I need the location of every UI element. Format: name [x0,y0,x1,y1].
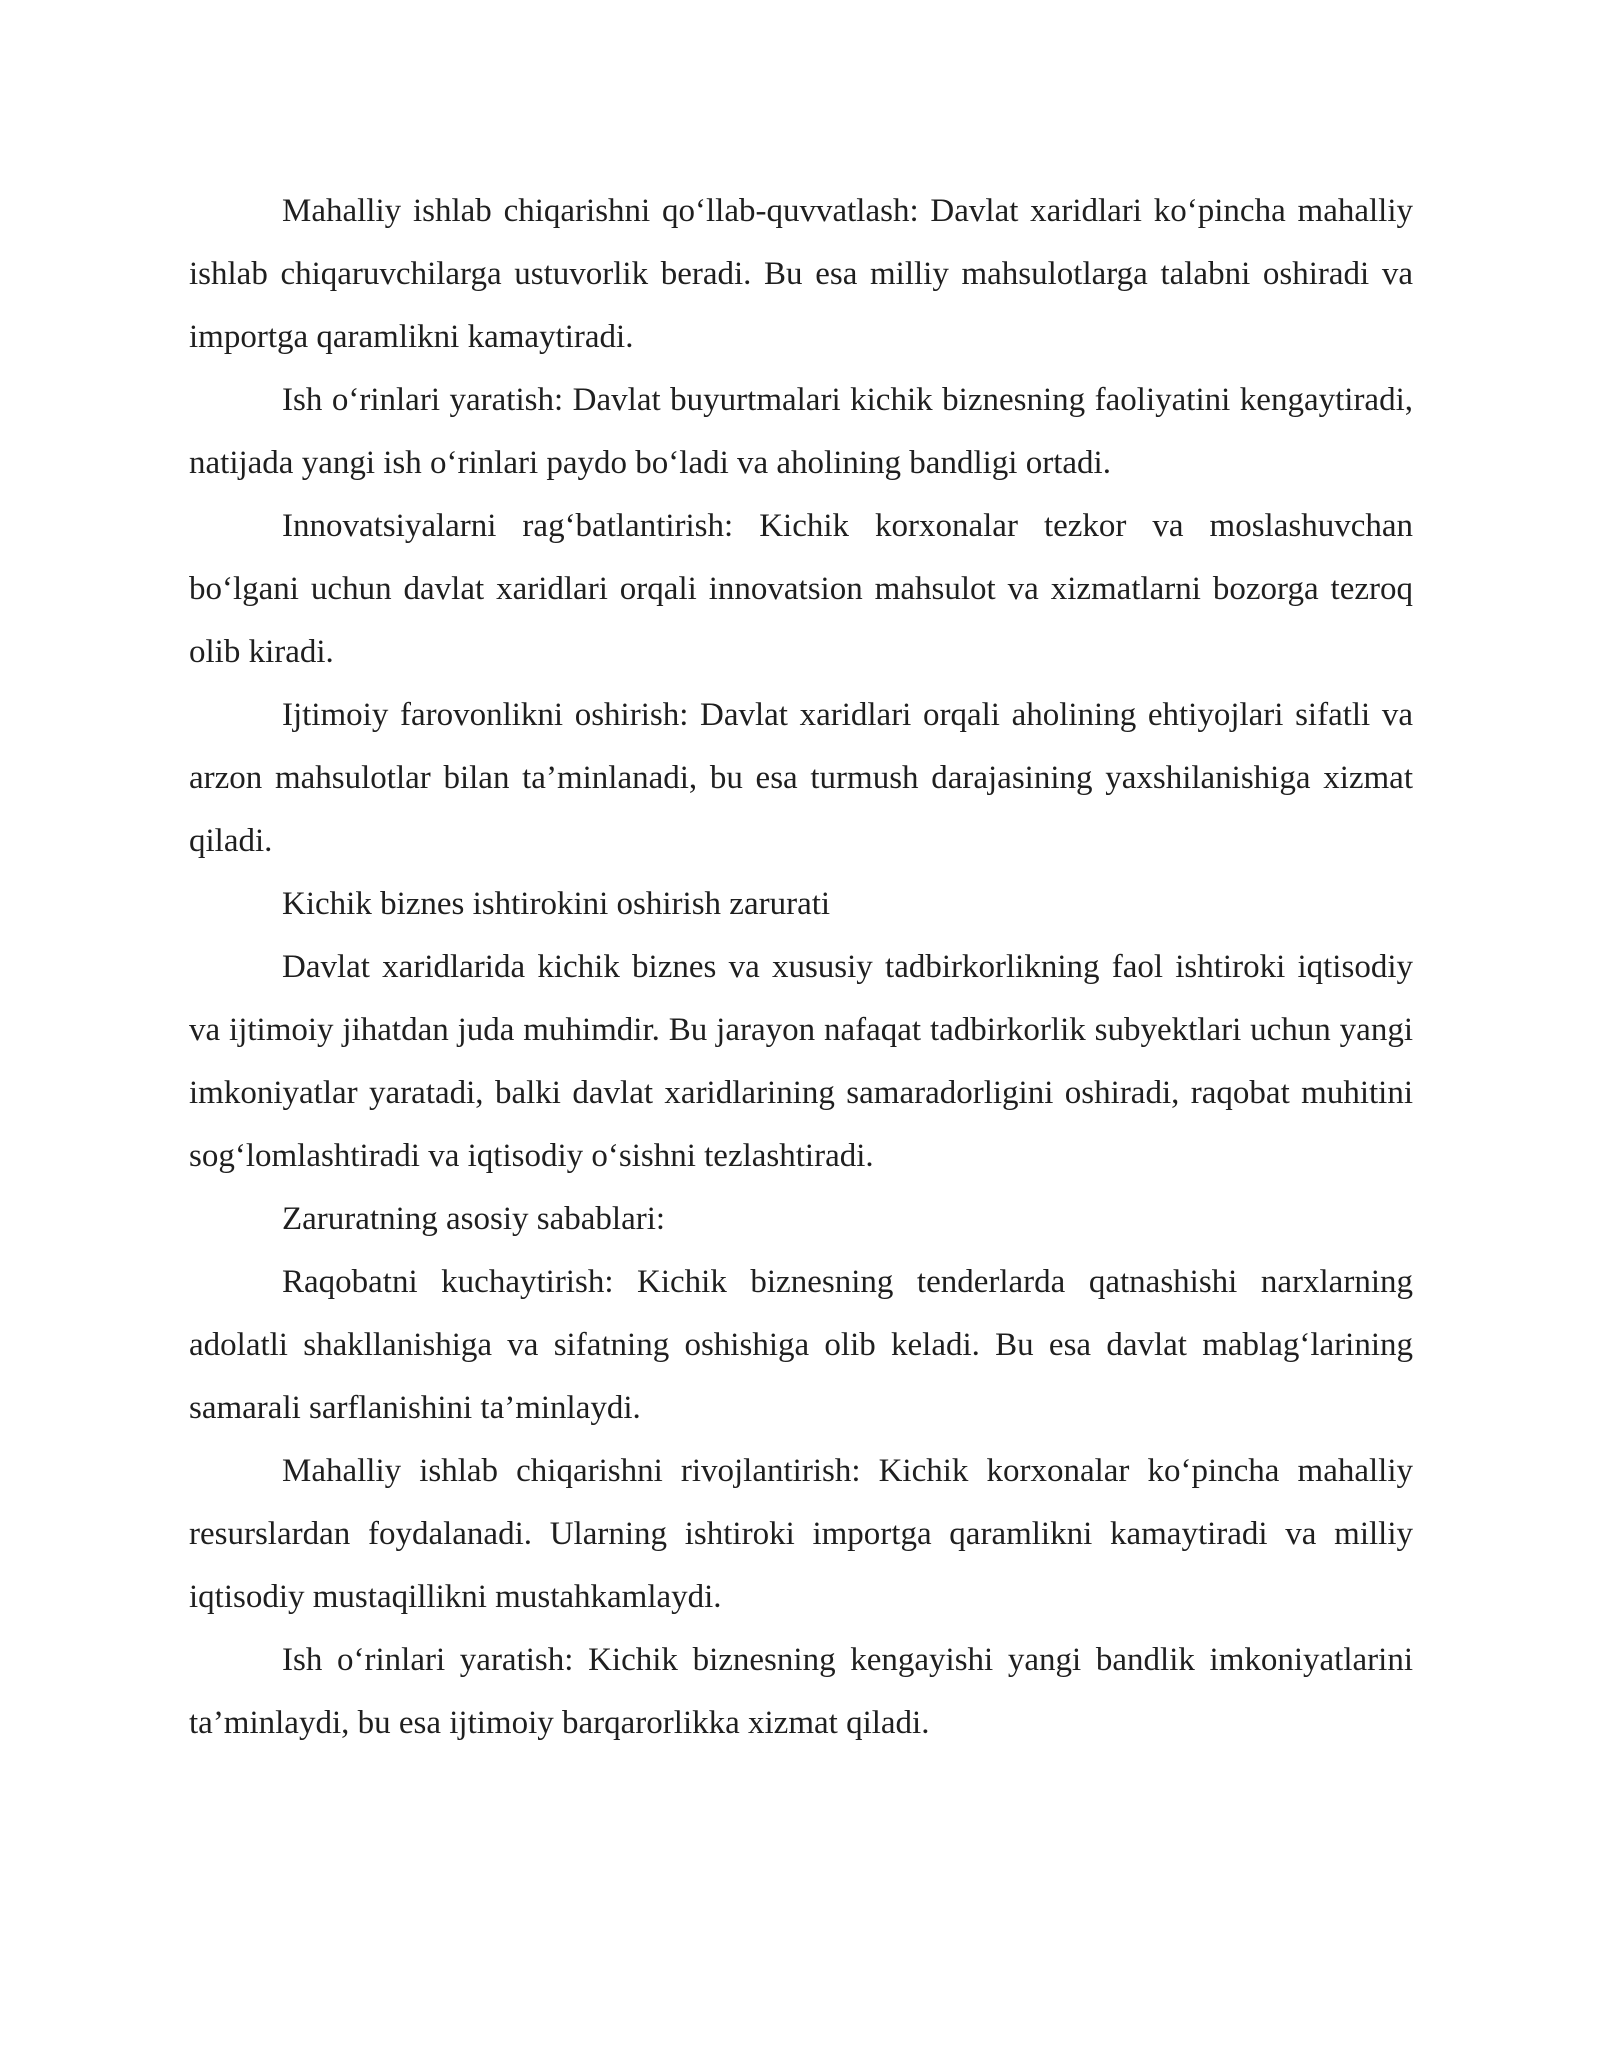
paragraph-local-production-development: Mahalliy ishlab chiqarishni rivojlantirish: Kichik korxonalar ko‘pincha mahalliy resurslardan foydalanadi. Ularning ishtiroki importga qaramlikni kamaytiradi va milliy iqtisodiy mustaqillikni mustahkamlaydi. [189,1453,1413,1615]
paragraph-social-welfare: Ijtimoiy farovonlikni oshirish: Davlat xaridlari orqali aholining ehtiyojlari sifatli va arzon mahsulotlar bilan ta’minlanadi, bu esa turmush darajasining yaxshilanishiga xizmat qiladi. [189,697,1413,859]
paragraph-job-creation-small-business: Ish o‘rinlari yaratish: Kichik biznesning kengayishi yangi bandlik imkoniyatlarini ta’minlaydi, bu esa ijtimoiy barqarorlikka xizmat qiladi. [189,1642,1413,1741]
section-heading-small-business-participation: Kichik biznes ishtirokini oshirish zarurati [282,886,831,922]
paragraph-job-creation: Ish o‘rinlari yaratish: Davlat buyurtmalari kichik biznesning faoliyatini kengaytiradi, natijada yangi ish o‘rinlari paydo bo‘ladi va aholining bandligi ortadi. [189,382,1413,481]
document-body [189,180,1413,1755]
paragraph-innovation-incentives: Innovatsiyalarni rag‘batlantirish: Kichik korxonalar tezkor va moslashuvchan bo‘lgani uchun davlat xaridlari orqali innovatsion mahsulot va xizmatlarni bozorga tezroq olib kiradi. [189,508,1413,670]
subheading-main-reasons: Zaruratning asosiy sabablari: [282,1201,666,1237]
paragraph-participation-importance: Davlat xaridlarida kichik biznes va xususiy tadbirkorlikning faol ishtiroki iqtisodiy va ijtimoiy jihatdan juda muhimdir. Bu jarayon nafaqat tadbirkorlik subyektlari uchun yangi imkoniyatlar yaratadi, balki davlat xaridlarining samaradorligini oshiradi, raqobat muhitini sog‘lomlashtiradi va iqtisodiy o‘sishni tezlashtiradi. [189,949,1413,1174]
paragraph-strengthening-competition: Raqobatni kuchaytirish: Kichik biznesning tenderlarda qatnashishi narxlarning adolatli shakllanishiga va sifatning oshishiga olib keladi. Bu esa davlat mablag‘larining samarali sarflanishini ta’minlaydi. [189,1264,1413,1426]
paragraph-local-production-support: Mahalliy ishlab chiqarishni qo‘llab-quvvatlash: Davlat xaridlari ko‘pincha mahalliy ishlab chiqaruvchilarga ustuvorlik beradi. Bu esa milliy mahsulotlarga talabni oshiradi va importga qaramlikni kamaytiradi. [189,193,1413,355]
